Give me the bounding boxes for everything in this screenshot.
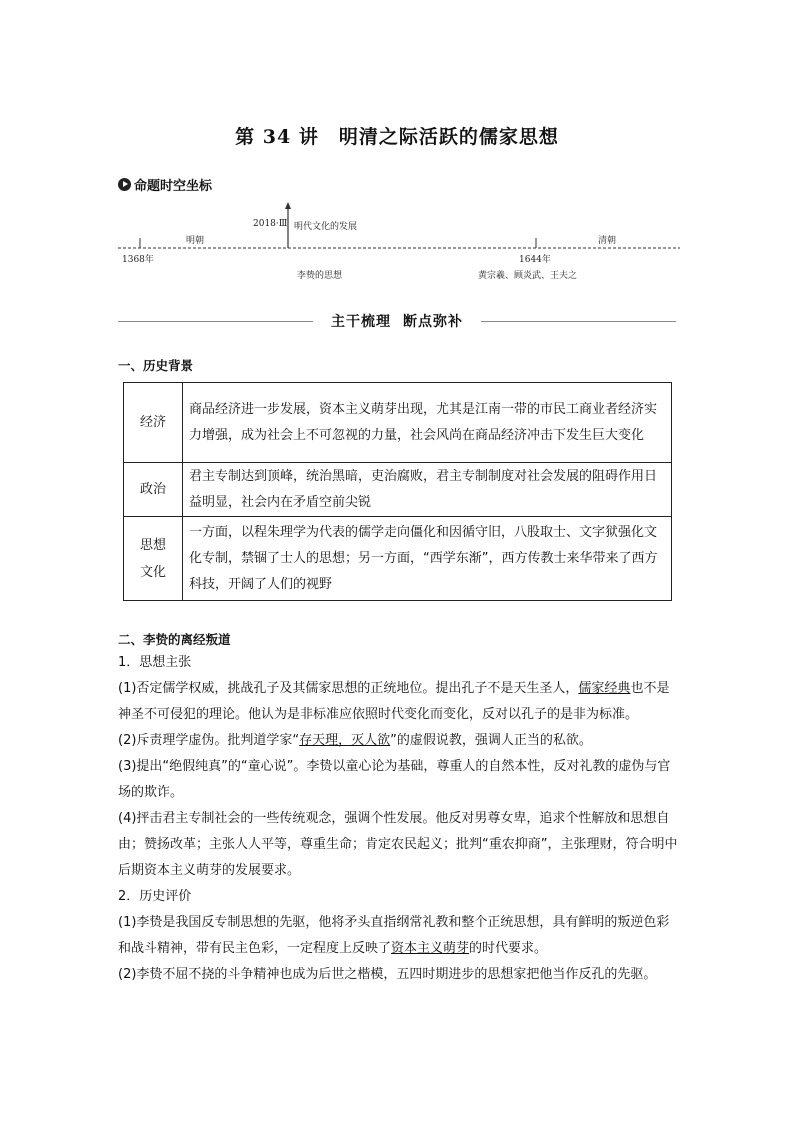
text: (2)斥责理学虚伪。批判道学家“ bbox=[118, 733, 300, 748]
text: ”的虚假说教，强调人正当的私欲。 bbox=[390, 733, 592, 748]
band-line-left bbox=[118, 321, 313, 322]
table-row bbox=[124, 517, 672, 601]
band-text bbox=[313, 311, 481, 331]
row-key: 政治 bbox=[124, 463, 183, 517]
row-key bbox=[124, 517, 183, 601]
paragraph: (3)提出“绝假纯真”的“童心说”。李贽以童心论为基础，尊重人的自然本性，反对礼教的虚伪与官场的欺诈。 bbox=[118, 759, 671, 800]
text: (1)否定儒学权威，挑战孔子及其儒家思想的正统地位。提出孔子不是天生圣人， bbox=[118, 681, 579, 696]
timeline-event-three: 黄宗羲、顾炎武、王夫之 bbox=[478, 271, 578, 281]
section2-body bbox=[118, 650, 678, 988]
timeline-section-heading bbox=[118, 175, 212, 194]
section2-heading: 二、李贽的离经叛道 bbox=[118, 632, 231, 647]
row-key: 经济 bbox=[124, 383, 183, 463]
timeline-ming: 明朝 bbox=[186, 236, 205, 246]
paragraph bbox=[118, 728, 678, 754]
underlined-term: 存天理，灭人欲 bbox=[299, 733, 391, 748]
row-value: 君主专制达到顶峰，统治黑暗，吏治腐败，君主专制制度对社会发展的阻碍作用日益明显，社会内在矛盾空前尖锐 bbox=[183, 463, 672, 517]
text: 的时代要求。 bbox=[469, 941, 548, 956]
underlined-term: 儒家经典 bbox=[578, 681, 631, 696]
table-row bbox=[124, 463, 672, 517]
row-value: 商品经济进一步发展，资本主义萌芽出现，尤其是江南一带的市民工商业者经济实力增强，成为社会上不可忽视的力量，社会风尚在商品经济冲击下发生巨大变化 bbox=[183, 383, 672, 463]
timeline-section-label: 命题时空坐标 bbox=[134, 179, 213, 194]
band-right: 断点弥补 bbox=[403, 314, 463, 330]
timeline-year-1644: 1644年 bbox=[519, 255, 551, 265]
row-value: 一方面，以程朱理学为代表的儒学走向僵化和因循守旧，八股取士、文字狱强化文化专制，禁锢了士人的思想；另一方面，“西学东渐”，西方传教士来华带来了西方科技，开阔了人们的视野 bbox=[183, 517, 672, 601]
timeline-qing: 清朝 bbox=[598, 236, 617, 246]
section-band bbox=[118, 312, 676, 330]
paragraph: (4)抨击君主专制社会的一些传统观念，强调个性发展。他反对男尊女卑，追求个性解放和思想自由；赞扬改革；主张人人平等，尊重生命；肯定农民起义；批判“重农抑商”，主张理财，符合明中后期资本主义萌芽的发展要求。 bbox=[118, 811, 678, 878]
text: (1)李贽是我国反专制思想的先驱，他将矛头直指纲常礼教和整个正统思想，具有鲜明的叛逆色彩和战斗精神，带有民主色彩，一定程度上反映了 bbox=[118, 915, 670, 956]
paragraph bbox=[118, 676, 678, 728]
background-table bbox=[123, 382, 672, 601]
timeline-event-li: 李贽的思想 bbox=[297, 271, 343, 281]
band-line-right bbox=[481, 321, 676, 322]
timeline-year-1368: 1368年 bbox=[122, 255, 154, 265]
sub-heading: 2．历史评价 bbox=[118, 889, 192, 904]
page-title: 第 34 讲 明清之际活跃的儒家思想 bbox=[235, 126, 559, 148]
row-key-text: 思想文化 bbox=[139, 537, 166, 580]
timeline-event-top: 明代文化的发展 bbox=[294, 222, 358, 232]
play-icon bbox=[118, 178, 131, 191]
paragraph: (2)李贽不屈不挠的斗争精神也成为后世之楷模，五四时期进步的思想家把他当作反孔的先驱。 bbox=[118, 967, 657, 982]
section1-heading: 一、历史背景 bbox=[118, 358, 194, 373]
underlined-term: 资本主义萌芽 bbox=[391, 941, 470, 956]
sub-heading: 1．思想主张 bbox=[118, 655, 192, 670]
table-row bbox=[124, 383, 672, 463]
timeline-exam-tag: 2018·Ⅲ bbox=[253, 219, 288, 229]
paragraph bbox=[118, 910, 678, 962]
band-left: 主干梳理 bbox=[331, 314, 391, 330]
text: 也不是神圣不可侵犯的理论。他认为是非标准应依照时代变化而变化，反对以孔子的是非为标准。 bbox=[118, 681, 670, 722]
